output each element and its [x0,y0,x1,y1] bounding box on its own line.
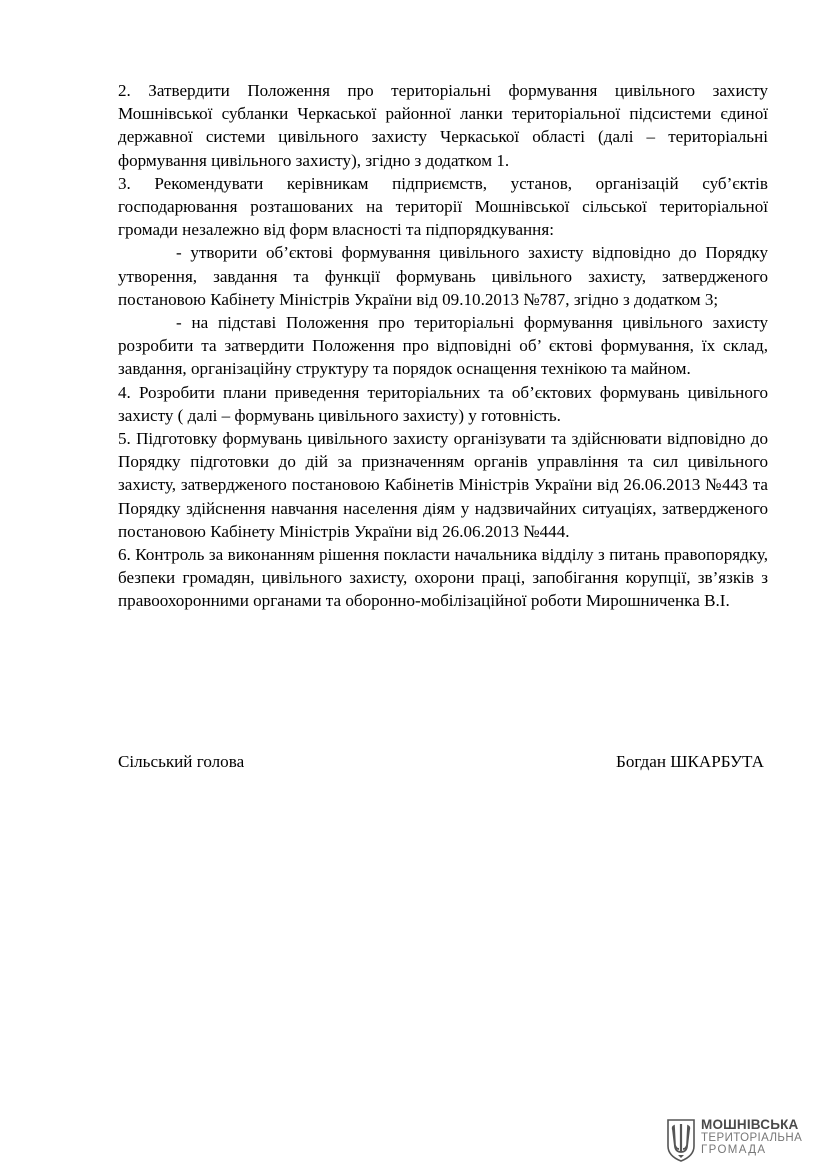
logo-subtitle: ТЕРИТОРІАЛЬНА [701,1132,803,1144]
paragraph-item-3: 3. Рекомендувати керівникам підприємств, установ, організацій суб’єктів господарювання розташованих на території Мошнівської сільської територіальної громади незалежно від форм власності та підпорядкування: [118,173,768,240]
paragraph-item-6: 6. Контроль за виконанням рішення покласти начальника відділу з питань правопорядку, безпеки громадян, цивільного захисту, охорони праці, запобігання корупції, зв’язків з правоохоронними органами та оборонно-мобілізаційної роботи Мирошниченка В.І. [118,545,768,611]
paragraph-item-5: 5. Підготовку формувань цивільного захисту організувати та здійснювати відповідно до Порядку підготовки до дій за призначенням органів управління та сил цивільного захисту, затвердженого постановою Кабінетів Міністрів України від 26.06.2013 №443 та Порядку здійснення навчання населення діям у надзвичайних ситуаціях, затвердженого постановою Кабінету Міністрів України від 26.06.2013 №444. [118,429,768,541]
logo-title: МОШНІВСЬКА [701,1117,799,1132]
trident-coat-of-arms-icon [666,1118,696,1162]
paragraph-item-2: 2. Затвердити Положення про територіальні формування цивільного захисту Мошнівської субланки Черкаської районної ланки територіальної підсистеми єдиної державної системи цивільного захисту Черкаської області (далі – територіальні формування цивільного захисту), згідно з додатком 1. [118,81,768,170]
paragraph-sub-item-1: - утворити об’єктові формування цивільного захисту відповідно до Порядку утворення, завдання та функції формувань цивільного захисту, затвердженого постановою Кабінету Міністрів України від 09.10.2013 №787, згідно з додатком 3; [118,243,768,309]
paragraph-item-4: 4. Розробити плани приведення територіальних та об’єктових формувань цивільного захисту ( далі – формувань цивільного захисту) у готовність. [118,382,768,425]
logo-subtitle-2: ГРОМАДА [701,1144,767,1156]
signatory-position: Сільський голова [118,752,245,771]
paragraph-sub-item-2: - на підставі Положення про територіальні формування цивільного захисту розробити та затвердити Положення про відповідні об’ єктові формування, їх склад, завдання, організаційну структуру та порядок оснащення технікою та майном. [118,313,768,379]
signatory-name: Богдан ШКАРБУТА [616,752,764,771]
community-logo [666,1118,811,1162]
logo-text [701,1118,802,1156]
document-body [118,79,768,613]
